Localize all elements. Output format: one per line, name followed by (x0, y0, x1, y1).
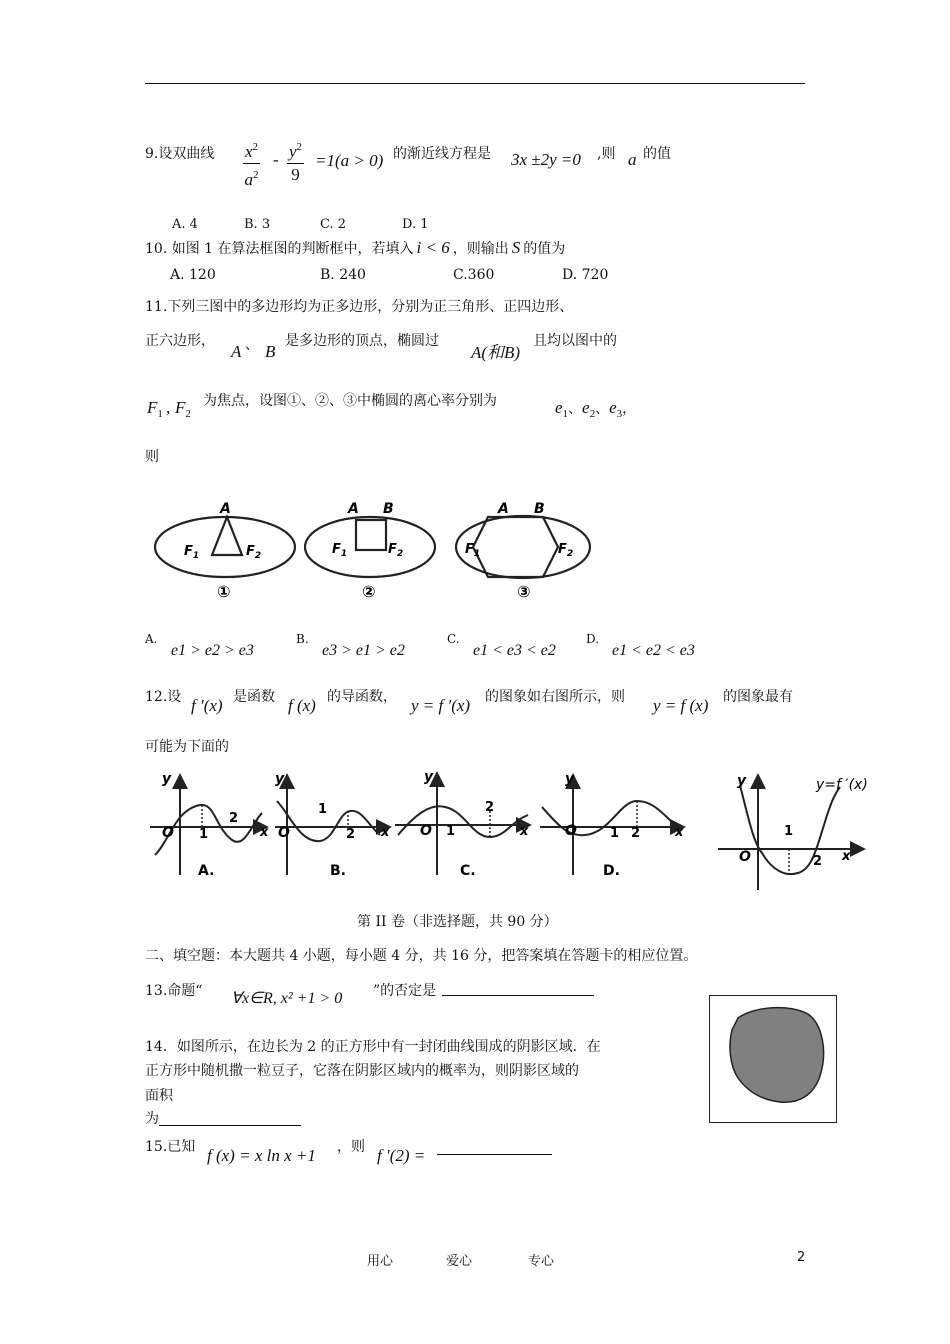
q11-line1: 11.下列三图中的多边形均为正多边形，分别为正三角形、正四边形、 (145, 299, 574, 315)
q10-s: S (511, 238, 521, 257)
deriv-graph-tick-1: 1 (784, 824, 794, 839)
q14-square-figure (709, 995, 837, 1123)
q15-line (145, 1134, 565, 1168)
fig1-label-f2: $F_2$ (246, 544, 262, 561)
q15-prefix: 15.已知 (145, 1139, 196, 1155)
q11-line3-a: 为焦点，设图①、②、③中椭圆的离心率分别为 (203, 393, 497, 409)
q11-ellipse-figures (145, 495, 605, 605)
graph-b-y: y (275, 771, 285, 787)
q10-text-a: 10. 如图 1 在算法框图的判断框中，若填入 (145, 241, 414, 257)
graph-b-label: B. (330, 863, 346, 879)
q9-option-c[interactable]: C. 2 (320, 217, 347, 232)
q10-option-c[interactable]: C.360 (453, 267, 495, 283)
q15-fx: f (x) = x ln x +1 (207, 1146, 316, 1165)
graph-a-tick-2: 2 (229, 811, 239, 826)
q12-most-likely: 的图象最有 (723, 689, 793, 705)
fig2-number: ② (362, 582, 376, 601)
graph-c-origin: O (420, 823, 432, 839)
q10-text-b: ，则输出 (452, 241, 509, 257)
q9-option-a[interactable]: A. 4 (172, 217, 198, 232)
q15-answer-blank[interactable] (437, 1140, 552, 1155)
header-rule (145, 83, 805, 84)
deriv-graph-origin: O (739, 849, 751, 865)
q12-graph-note: 的图象如右图所示，则 (485, 689, 625, 705)
q11-option-c-label: C. (447, 632, 460, 646)
deriv-graph-tick-2: 2 (813, 854, 823, 869)
graph-c-y: y (424, 769, 434, 785)
deriv-graph-y: y (737, 773, 747, 789)
graph-a-tick-1: 1 (199, 827, 209, 842)
graph-a-label: A. (198, 863, 215, 879)
graph-d-x: x (675, 825, 684, 840)
footer-word-1: 用心 (367, 1254, 394, 1269)
graph-b-x: x (381, 825, 390, 840)
q9-prefix: 9.设双曲线 (145, 146, 215, 162)
q9-rhs: =1(a > 0) (315, 151, 384, 170)
graph-a-y: y (162, 771, 172, 787)
q9-then: ,则 (597, 146, 616, 162)
q11-line3 (145, 390, 665, 420)
q12-line2: 可能为下面的 (145, 739, 229, 755)
fig3-label-a: A (498, 501, 509, 517)
q11-sep: 、 (245, 337, 259, 353)
q13-expr: ∀x∈R, x² +1 > 0 (231, 990, 343, 1007)
q10-option-a[interactable]: A. 120 (170, 267, 216, 283)
q12-y-fprime: y = f ′(x) (411, 696, 471, 715)
q12-fprime: f ′(x) (191, 696, 223, 715)
q11-line2-c: 且均以图中的 (533, 333, 617, 349)
q15-then: ，则 (337, 1139, 365, 1155)
graph-d-tick-1: 1 (610, 826, 620, 841)
graph-option-b[interactable] (275, 777, 388, 875)
fig1-number: ① (217, 582, 231, 601)
graph-c-tick-2: 2 (485, 800, 495, 815)
q11-f2: $F_2$ (175, 398, 191, 420)
section2-title: 第 II 卷（非选择题，共 90 分） (357, 914, 558, 930)
q11-vertex-b: B (265, 342, 276, 361)
graph-c-label: C. (460, 863, 476, 879)
fig3-label-b: B (534, 501, 545, 517)
deriv-graph-x: x (842, 849, 851, 864)
q9-suffix: 的值 (643, 146, 671, 162)
q10-option-d[interactable]: D. 720 (562, 267, 609, 283)
q10-cond: i < 6 (416, 238, 450, 257)
q13-suffix: ”的否定是 (373, 983, 437, 999)
ellipse-figure-3 (456, 516, 590, 578)
q13-prefix: 13.命题“ (145, 983, 203, 999)
q9-mid: 的渐近线方程是 (393, 146, 491, 162)
q9-minus: - (273, 150, 279, 169)
fig3-label-f1: $F_1$ (465, 542, 481, 559)
q12-deriv-of: 的导函数， (327, 689, 397, 705)
q11-option-c[interactable]: e1 < e3 < e2 (473, 642, 556, 659)
q11-line2-a: 正六边形， (145, 333, 215, 349)
deriv-graph-label: y=f ′(x) (816, 777, 868, 793)
q14-line2: 正方形中随机撒一粒豆子，它落在阴影区域内的概率为，则阴影区域的 (145, 1063, 579, 1079)
q9-frac1: $\frac{x^2}{a^2}$ (243, 136, 260, 191)
q14-line1: 14．如图所示，在边长为 2 的正方形中有一封闭曲线围成的阴影区域．在 (145, 1039, 601, 1055)
q14-wei: 为 (145, 1111, 159, 1127)
ellipse-figure-2 (305, 517, 435, 577)
q9-frac2: $\frac{y^2}{9}$ (287, 136, 304, 186)
q12-prefix: 12.设 (145, 689, 182, 705)
q10-text-c: 的值为 (523, 241, 566, 257)
fig2-label-b: B (383, 501, 394, 517)
q11-e-list: $e_1$、$e_2$、$e_3$， (555, 398, 637, 420)
page-number: 2 (797, 1250, 806, 1265)
fig3-label-f2: $F_2$ (558, 542, 574, 559)
q11-line2 (145, 330, 665, 360)
q12-line1 (145, 686, 815, 716)
graph-d-y: y (565, 771, 575, 787)
q13-answer-blank[interactable] (442, 981, 594, 996)
q14-answer-blank[interactable] (159, 1111, 301, 1126)
q11-option-d-label: D. (586, 632, 600, 646)
q11-option-b-label: B. (296, 632, 309, 646)
q11-option-a[interactable]: e1 > e2 > e3 (171, 642, 254, 659)
graph-c-x: x (520, 824, 529, 839)
q12-y-f: y = f (x) (653, 696, 709, 715)
graph-b-tick-2: 2 (346, 827, 356, 842)
q12-graphs (140, 765, 885, 895)
q15-f2: f ′(2) = (377, 1146, 426, 1165)
q11-passes: A(和B) (471, 343, 521, 362)
graph-b-tick-1: 1 (318, 802, 328, 817)
q11-line4: 则 (145, 449, 159, 465)
fig2-label-f2: $F_2$ (388, 542, 404, 559)
q11-vertex-a: A (231, 342, 242, 361)
q11-line2-b: 是多边形的顶点，椭圆过 (285, 333, 439, 349)
graph-option-c[interactable] (395, 775, 528, 875)
q10-line (145, 238, 565, 258)
graph-d-label: D. (603, 863, 620, 879)
q14-line3: 面积 (145, 1088, 173, 1104)
graph-b-origin: O (278, 825, 290, 841)
q11-f1-sep: , (166, 398, 171, 417)
q12-is-deriv: 是函数 (233, 689, 275, 705)
ellipse-figure-1 (155, 517, 295, 577)
fig1-label-a: A (220, 501, 231, 517)
q9-option-b[interactable]: B. 3 (244, 217, 271, 232)
q14-shaded-region (710, 996, 836, 1122)
fig2-label-a: A (348, 501, 359, 517)
q9-asymptote: 3x ±2y =0 (511, 150, 581, 169)
q14-line4 (145, 1108, 301, 1128)
graph-d-origin: O (565, 823, 577, 839)
q11-options (145, 632, 745, 662)
q9-a: a (628, 150, 637, 169)
graph-d-tick-2: 2 (631, 826, 641, 841)
q12-fx: f (x) (288, 696, 316, 715)
q10-option-b[interactable]: B. 240 (320, 267, 366, 283)
q11-option-b[interactable]: e3 > e1 > e2 (322, 642, 405, 659)
q9-option-d[interactable]: D. 1 (402, 217, 429, 232)
fig3-number: ③ (517, 582, 531, 601)
fig2-label-f1: $F_1$ (332, 542, 348, 559)
graph-a-x: x (260, 825, 269, 840)
footer-word-3: 专心 (528, 1254, 555, 1269)
q13-line (145, 978, 605, 1008)
q11-option-d[interactable]: e1 < e2 < e3 (612, 642, 695, 659)
q11-option-a-label: A. (145, 632, 158, 646)
graph-c-tick-1: 1 (446, 824, 456, 839)
q11-f1: $F_1$ (147, 398, 163, 420)
graph-a-origin: O (162, 825, 174, 841)
fig1-label-f1: $F_1$ (184, 544, 200, 561)
footer-word-2: 爱心 (446, 1254, 473, 1269)
section2-instructions: 二、填空题：本大题共 4 小题，每小题 4 分，共 16 分，把答案填在答题卡的相应位置。 (145, 948, 698, 964)
